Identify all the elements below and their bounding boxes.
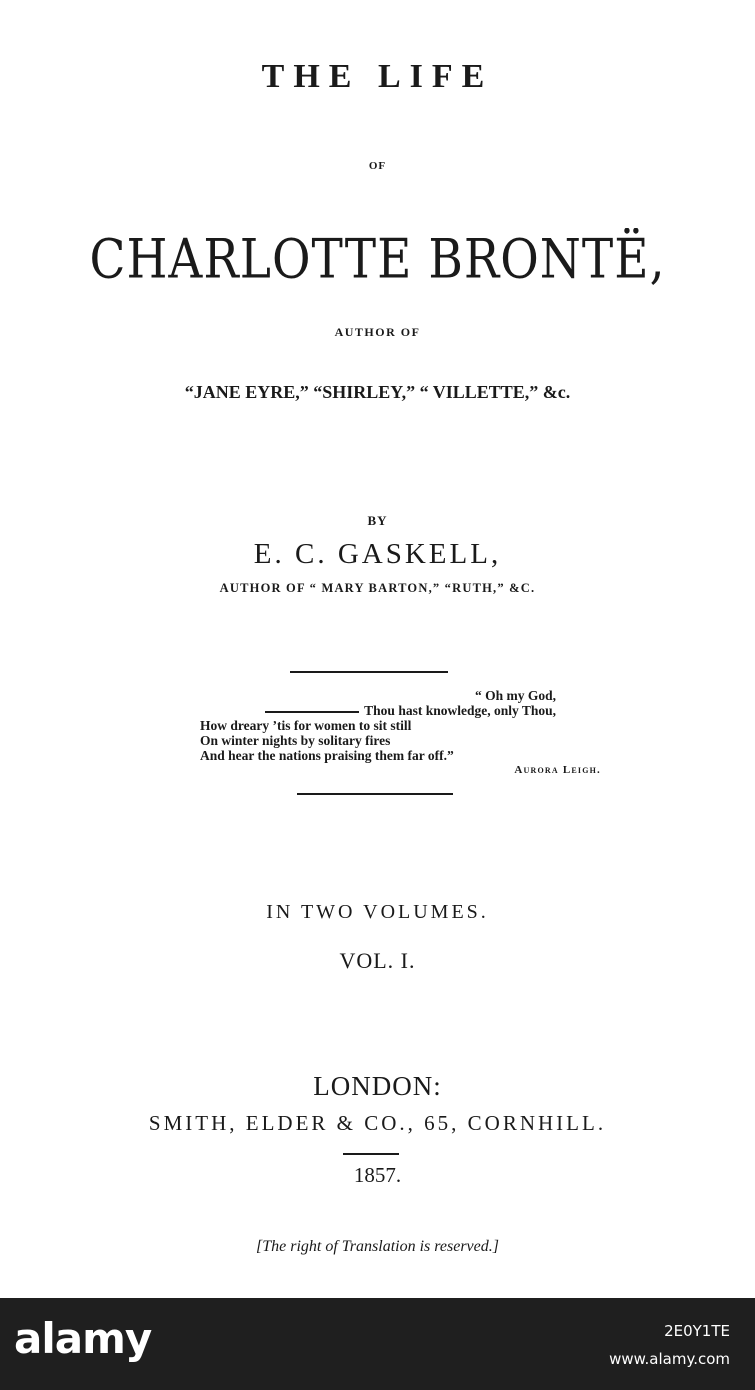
epigraph-line-2-row bbox=[200, 703, 556, 718]
epigraph-line-5: And hear the nations praising them far off.” bbox=[200, 748, 454, 763]
publication-year: 1857. bbox=[353, 1163, 402, 1187]
stock-logo: alamy bbox=[14, 1314, 152, 1363]
author-works: AUTHOR OF “ MARY BARTON,” “RUTH,” &C. bbox=[219, 581, 536, 595]
author-name: E. C. GASKELL, bbox=[253, 538, 502, 570]
epigraph-bottom-rule bbox=[297, 793, 453, 795]
publication-place: LONDON: bbox=[313, 1071, 442, 1101]
epigraph-line-1: “ Oh my God, bbox=[474, 688, 556, 703]
author-of-label: AUTHOR OF bbox=[334, 325, 421, 339]
subject-name: CHARLOTTE BRONTË, bbox=[89, 228, 666, 292]
title-line: THE LIFE bbox=[261, 58, 494, 95]
epigraph-line-2: Thou hast knowledge, only Thou, bbox=[364, 703, 556, 718]
epigraph-attribution: Aurora Leigh. bbox=[514, 764, 601, 776]
title-of: OF bbox=[368, 160, 387, 172]
publisher: SMITH, ELDER & CO., 65, CORNHILL. bbox=[148, 1111, 607, 1135]
subject-works: “JANE EYRE,” “SHIRLEY,” “ VILLETTE,” &c. bbox=[184, 382, 571, 402]
epigraph-top-rule bbox=[290, 671, 448, 673]
rights-notice: [The right of Translation is reserved.] bbox=[256, 1238, 499, 1255]
epigraph bbox=[200, 688, 601, 778]
by-label: BY bbox=[367, 513, 388, 528]
volume-number: VOL. I. bbox=[339, 948, 416, 973]
stock-url: www.alamy.com bbox=[609, 1350, 730, 1368]
epigraph-line-3: How dreary ’tis for women to sit still bbox=[200, 718, 412, 733]
epigraph-dash bbox=[265, 711, 359, 713]
volumes-line: IN TWO VOLUMES. bbox=[266, 901, 489, 923]
stock-image-id: 2E0Y1TE bbox=[664, 1322, 730, 1340]
year-rule bbox=[343, 1153, 399, 1155]
epigraph-line-4: On winter nights by solitary fires bbox=[200, 733, 391, 748]
